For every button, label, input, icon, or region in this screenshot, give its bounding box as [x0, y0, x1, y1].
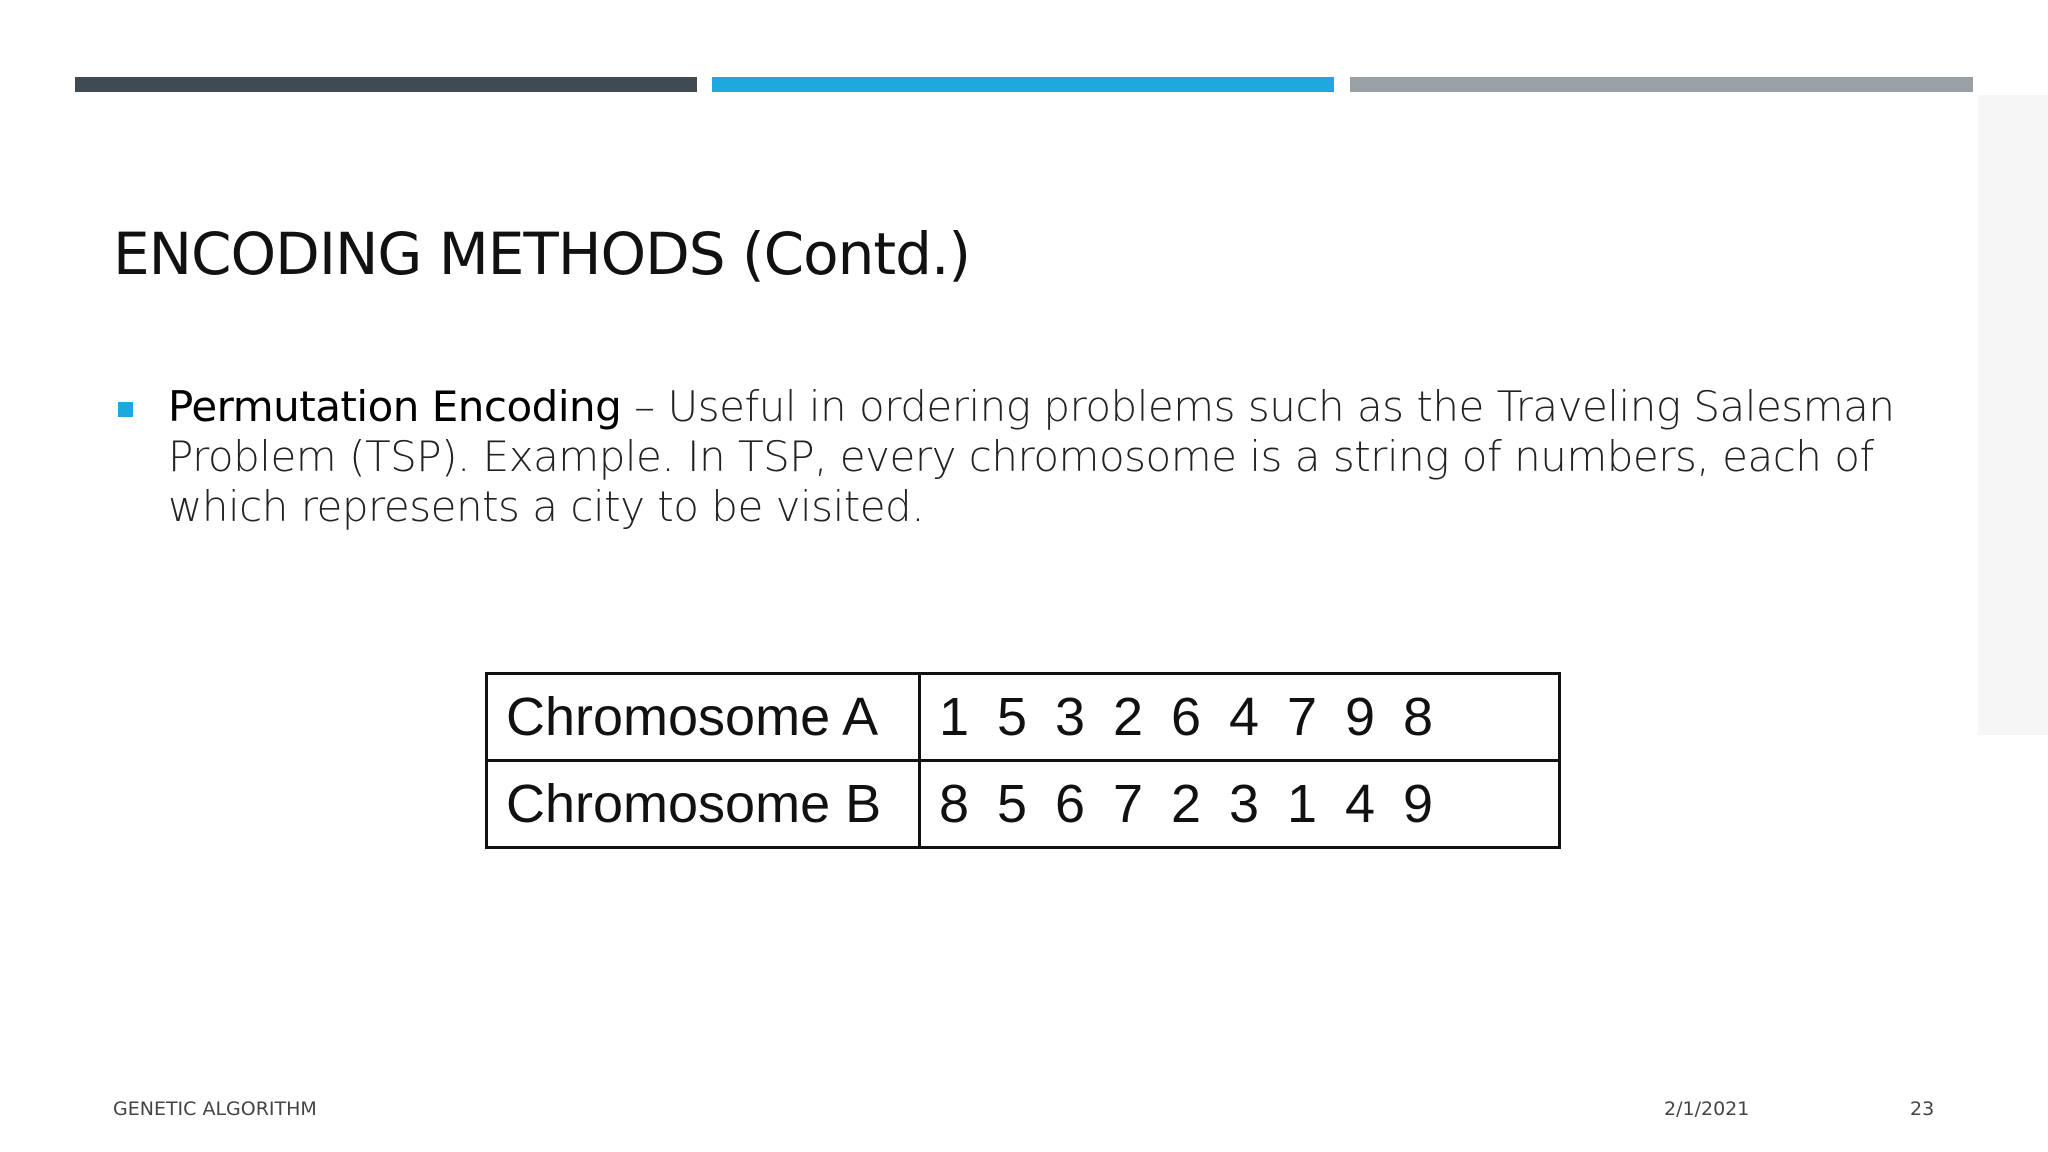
gene: 9: [1403, 774, 1434, 834]
chromosome-label: Chromosome A: [487, 674, 920, 761]
gene: 9: [1345, 687, 1376, 747]
bullet-item: [113, 382, 1903, 532]
gene: 6: [1055, 774, 1086, 834]
gene: 8: [939, 774, 970, 834]
bullet-term: Permutation Encoding: [168, 382, 622, 431]
gene: 3: [1055, 687, 1086, 747]
gene: 4: [1229, 687, 1260, 747]
chromosome-genes: [920, 674, 1560, 761]
gene: 4: [1345, 774, 1376, 834]
gene: 3: [1229, 774, 1260, 834]
chromosome-label: Chromosome B: [487, 761, 920, 848]
gene: 8: [1403, 687, 1434, 747]
slide-title: ENCODING METHODS (Contd.): [113, 220, 971, 288]
gene: 5: [997, 774, 1028, 834]
top-bar-dark: [75, 77, 697, 92]
gene: 5: [997, 687, 1028, 747]
gene: 6: [1171, 687, 1202, 747]
table-row: [487, 674, 1560, 761]
chromosome-table: [485, 672, 1561, 849]
footer-title: GENETIC ALGORITHM: [113, 1098, 317, 1120]
gene: 7: [1113, 774, 1144, 834]
gene: 1: [939, 687, 970, 747]
bullet-description: – Useful in ordering problems such as the Traveling Salesman Problem (TSP). Example. In TSP, every chromosome is a string of numbers, each of which represents a city to be visited.: [168, 382, 1895, 531]
gene: 2: [1171, 774, 1202, 834]
background-shade: [1978, 95, 2048, 735]
top-bar-accent: [712, 77, 1334, 92]
footer-date: 2/1/2021: [1664, 1098, 1750, 1120]
gene: 2: [1113, 687, 1144, 747]
gene: 7: [1287, 687, 1318, 747]
top-bar-gray: [1350, 77, 1973, 92]
bullet-text: [168, 382, 1903, 532]
slide-number: 23: [1910, 1098, 1935, 1120]
table-row: [487, 761, 1560, 848]
gene: 1: [1287, 774, 1318, 834]
chromosome-genes: [920, 761, 1560, 848]
bullet-square-icon: [118, 402, 133, 417]
